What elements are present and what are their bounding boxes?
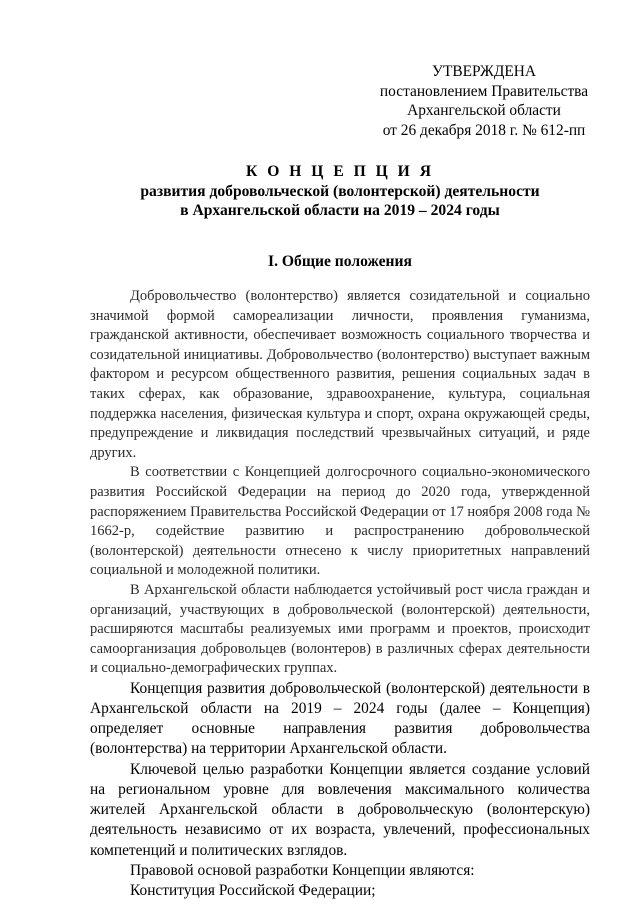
document-title-block bbox=[90, 162, 590, 221]
paragraph-2: В соответствии с Концепцией долгосрочного социально-экономического развития Российской Федерации на период до 2020 года, утвержденной распоряжением Правительства Российской Федерации от 17 ноября 2008 года № 1662-р, содействие развитию и распространению добровольческой (волонтерской) деятельности отнесено к числу приоритетных направлений социальной и молодежной политики. bbox=[90, 464, 590, 579]
paragraph-6: Правовой основой разработки Концепции являются: bbox=[130, 861, 475, 879]
approval-heading: УТВЕРЖДЕНА bbox=[432, 63, 536, 80]
paragraph-1: Добровольчество (волонтерство) является созидательной и социально значимой формой самореализации личности, проявления гуманизма, гражданской активности, обеспечивает возможность социального творчества и созидательной инициативы. Добровольчество (волонтерство) выступает важным фактором и ресурсом общественного развития, решения социальных задач в таких сферах, как образование, здравоохранение, культура, социальная поддержка населения, физическая культура и спорт, охрана окружающей среды, предупреждение и ликвидация последствий чрезвычайных ситуаций, и ряде других. bbox=[90, 288, 590, 461]
paragraph-5: Ключевой целью разработки Концепции является создание условий на региональном уровне для вовлечения максимального количества жителей Архангельской области в добровольческую (волонтерскую) деятельность независимо от их возраста, увлечений, профессиональных компетенций и политических взглядов. bbox=[90, 760, 590, 859]
approval-region-line: Архангельской области bbox=[407, 102, 561, 119]
paragraph-7: Конституция Российской Федерации; bbox=[130, 881, 376, 899]
paragraph-3: В Архангельской области наблюдается устойчивый рост числа граждан и организаций, участвующих в добровольческой (волонтерской) деятельности, расширяются масштабы реализуемых ими программ и проектов, происходит самоорганизация добровольцев (волонтеров) в различных сферах деятельности и социально-демографических группах. bbox=[90, 581, 590, 677]
approval-date-line: от 26 декабря 2018 г. № 612-пп bbox=[382, 121, 586, 139]
approval-stamp bbox=[378, 62, 590, 140]
section-heading: I. Общие положения bbox=[268, 253, 412, 270]
document-body bbox=[90, 287, 590, 901]
document-title: К О Н Ц Е П Ц И Я bbox=[246, 163, 434, 180]
approval-resolution-line: постановлением Правительства bbox=[379, 82, 589, 100]
document-subtitle-line1: развития добровольческой (волонтерской) деятельности bbox=[140, 182, 540, 200]
document-subtitle-line2: в Архангельской области на 2019 – 2024 годы bbox=[180, 202, 500, 219]
paragraph-4: Концепция развития добровольческой (волонтерской) деятельности в Архангельской области на 2019 – 2024 годы (далее – Концепция) определяет основные направления развития добровольчества (волонтерства) на территории Архангельской области. bbox=[90, 679, 590, 758]
